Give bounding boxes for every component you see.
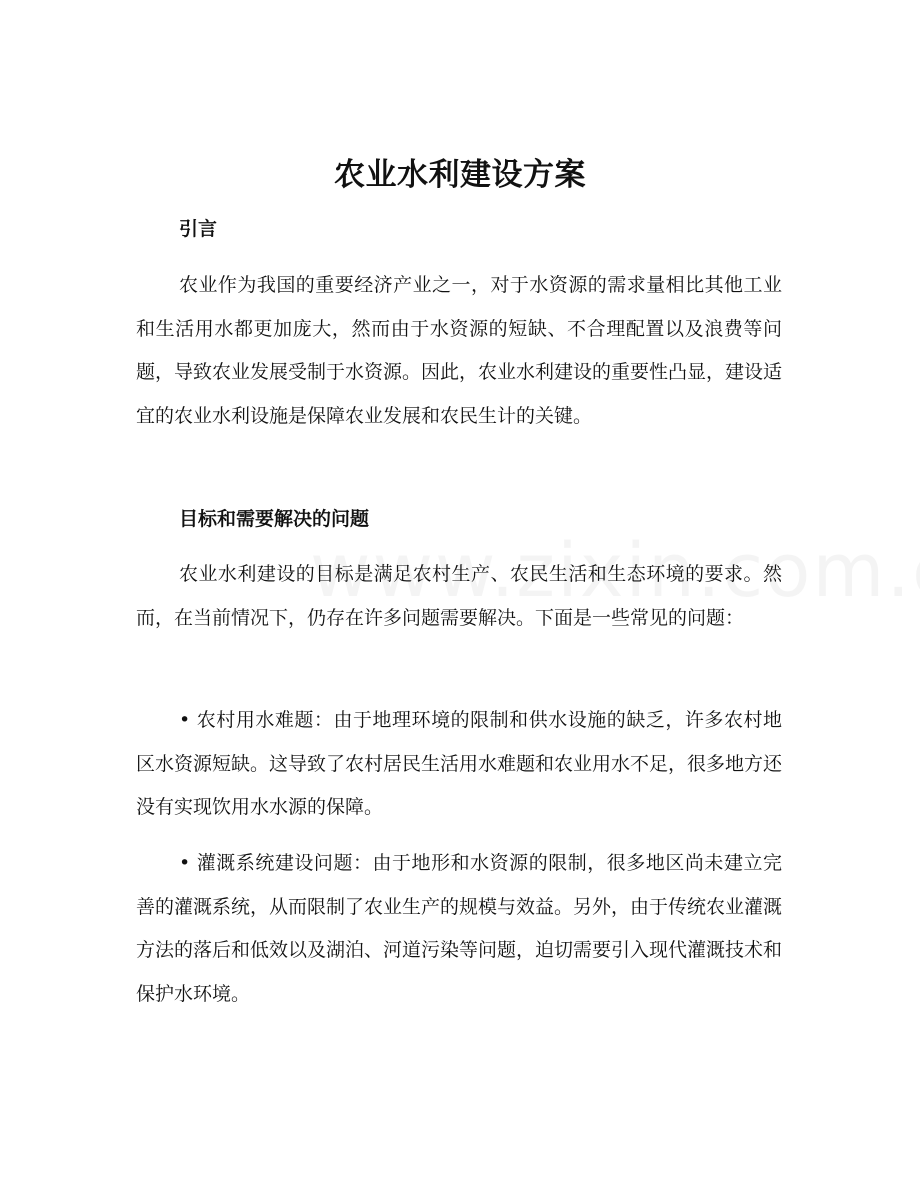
paragraph-intro: 农业作为我国的重要经济产业之一，对于水资源的需求量相比其他工业和生活用水都更加庞大，然而由于水资源的短缺、不合理配置以及浪费等问题，导致农业发展受制于水资源。因此，农业水利建设的重要性凸显，建设适宜的农业水利设施是保障农业发展和农民生计的关键。 bbox=[136, 274, 783, 427]
document-title: 农业水利建设方案 bbox=[334, 157, 586, 193]
bullet-irrigation: • 灌溉系统建设问题：由于地形和水资源的限制，很多地区尚未建立完善的灌溉系统，从而限制了农业生产的规模与效益。另外，由于传统农业灌溉方法的落后和低效以及湖泊、河道污染等问题，迫切需要引入现代灌溉技术和保护水环境。 bbox=[136, 852, 783, 1005]
bullet-rural-water: • 农村用水难题：由于地理环境的限制和供水设施的缺乏，许多农村地区水资源短缺。这导致了农村居民生活用水难题和农业用水不足，很多地方还没有实现饮用水水源的保障。 bbox=[136, 709, 783, 818]
section-heading-goals: 目标和需要解决的问题 bbox=[179, 508, 370, 530]
paragraph-goals: 农业水利建设的目标是满足农村生产、农民生活和生态环境的要求。然而，在当前情况下，仍存在许多问题需要解决。下面是一些常见的问题： bbox=[136, 563, 782, 629]
section-heading-intro: 引言 bbox=[179, 218, 218, 240]
